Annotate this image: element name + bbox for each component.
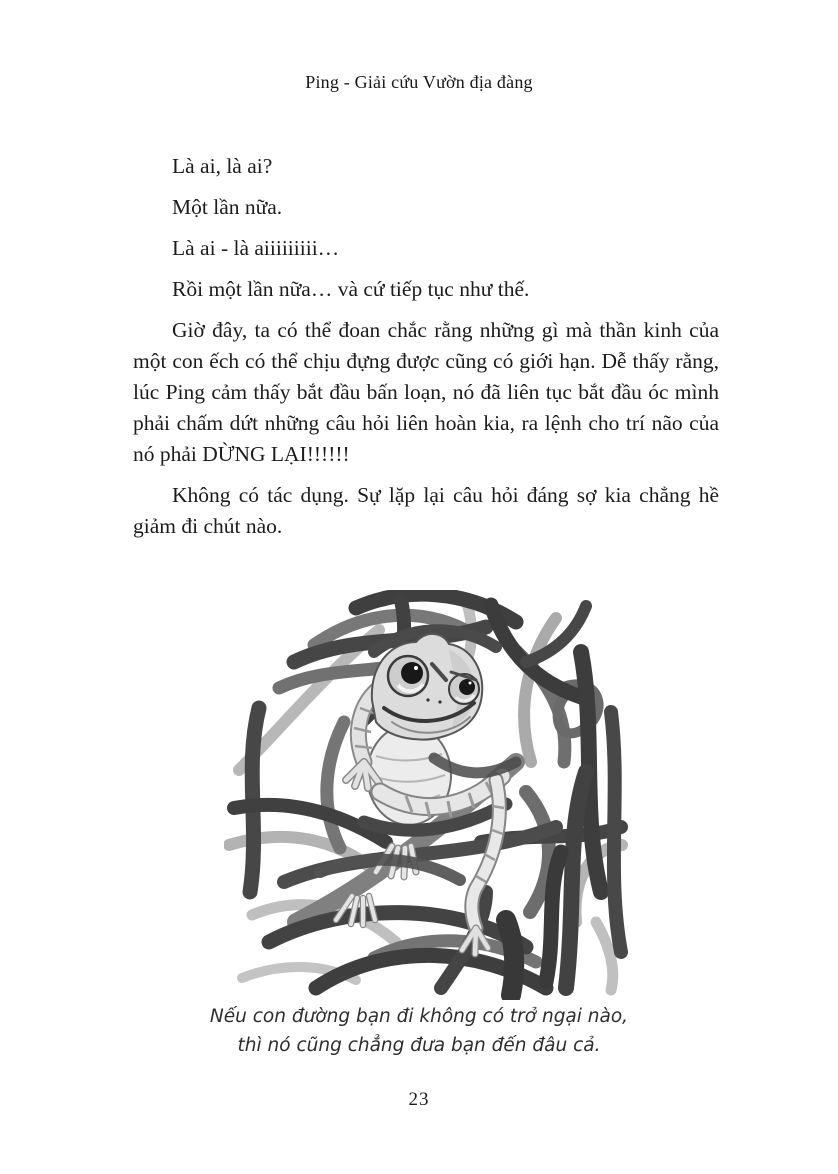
paragraph: Là ai - là aiiiiiiiii…: [172, 236, 340, 260]
running-header: Ping - Giải cứu Vườn địa đàng: [305, 72, 533, 92]
body-text: [133, 151, 719, 552]
page-number: 23: [408, 1089, 430, 1110]
paragraph: Rồi một lần nữa… và cứ tiếp tục như thế.: [172, 277, 530, 301]
paragraph: Giờ đây, ta có thể đoan chắc rằng những gì mà thần kinh của một con ếch có thể chịu đựng được cũng có giới hạn. Dễ thấy rằng, lúc Ping cảm thấy bắt đầu bấn loạn, nó đã liên tục bắt đầu óc mình phải chấm dứt những câu hỏi liên hoàn kia, ra lệnh cho trí não của nó phải DỪNG LẠI!!!!!!: [133, 318, 719, 466]
caption-line: thì nó cũng chẳng đưa bạn đến đâu cả.: [237, 1035, 601, 1056]
paragraph: Một lần nữa.: [172, 195, 283, 219]
caption-line: Nếu con đường bạn đi không có trở ngại nào,: [209, 1006, 629, 1027]
paragraph: Là ai, là ai?: [172, 154, 273, 178]
paragraph: Không có tác dụng. Sự lặp lại câu hỏi đáng sợ kia chẳng hề giảm đi chút nào.: [133, 483, 719, 538]
frog-tangled-in-vines-image: [224, 590, 634, 1000]
frog-illustration: [224, 590, 634, 1000]
illustration-caption: [0, 1002, 838, 1060]
